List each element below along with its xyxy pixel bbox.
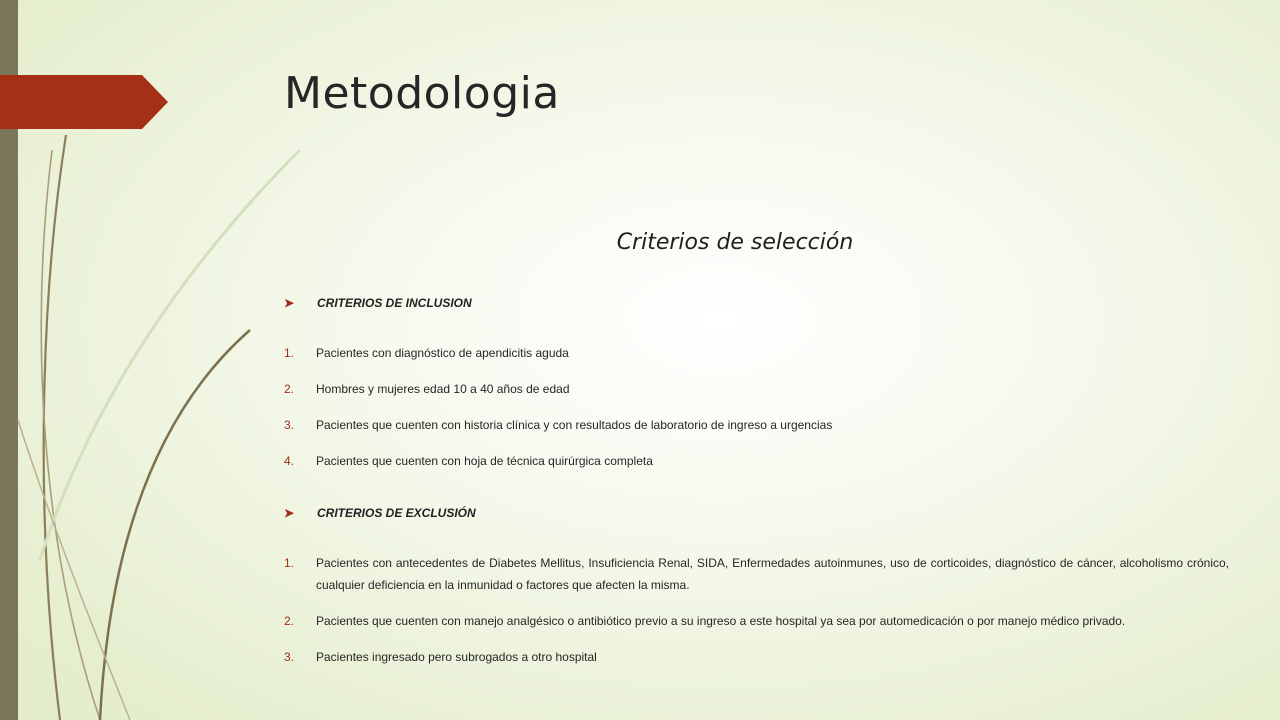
- list-item: [284, 414, 1229, 436]
- exclusion-list: [284, 552, 1229, 668]
- list-item-number: 3.: [284, 650, 295, 664]
- list-item: [284, 646, 1229, 668]
- exclusion-heading-label: CRITERIOS DE EXCLUSIÓN: [317, 506, 476, 520]
- list-item: [284, 378, 1229, 400]
- exclusion-heading: [284, 506, 476, 520]
- arrow-bullet-icon: ➤: [284, 506, 295, 520]
- list-item-text: Pacientes ingresado pero subrogados a otro hospital: [316, 650, 597, 664]
- list-item: [284, 342, 1229, 364]
- list-item-number: 2.: [284, 382, 295, 396]
- inclusion-heading: [284, 296, 472, 310]
- title-accent-arrow: [0, 75, 170, 129]
- list-item: [284, 552, 1229, 596]
- slide-subtitle: Criterios de selección: [616, 230, 854, 255]
- list-item-number: 1.: [284, 556, 295, 570]
- list-item: [284, 450, 1229, 472]
- inclusion-list: [284, 342, 1229, 472]
- list-item-number: 2.: [284, 614, 295, 628]
- list-item-text: Pacientes con diagnóstico de apendicitis aguda: [316, 346, 569, 360]
- slide-title: Metodologia: [284, 68, 560, 119]
- list-item-number: 3.: [284, 418, 295, 432]
- list-item-text: Pacientes que cuenten con historia clínica y con resultados de laboratorio de ingreso a urgencias: [316, 418, 833, 432]
- list-item-number: 4.: [284, 454, 295, 468]
- list-item: [284, 610, 1229, 632]
- list-item-text: Pacientes que cuenten con hoja de técnica quirúrgica completa: [316, 454, 653, 468]
- list-item-text: Pacientes que cuenten con manejo analgésico o antibiótico previo a su ingreso a este hospital ya sea por automedicación o por manejo médico privado.: [316, 614, 1126, 628]
- arrow-bullet-icon: ➤: [284, 296, 295, 310]
- list-item-number: 1.: [284, 346, 295, 360]
- list-item-text: Hombres y mujeres edad 10 a 40 años de edad: [316, 382, 570, 396]
- inclusion-heading-label: CRITERIOS DE INCLUSION: [317, 296, 472, 310]
- list-item-text: Pacientes con antecedentes de Diabetes Mellitus, Insuficiencia Renal, SIDA, Enfermedades autoinmunes, uso de corticoides, diagnóstico de cáncer, alcoholismo crónico, cualquier deficiencia en la inmunidad o factores que afecten la misma.: [316, 556, 1229, 592]
